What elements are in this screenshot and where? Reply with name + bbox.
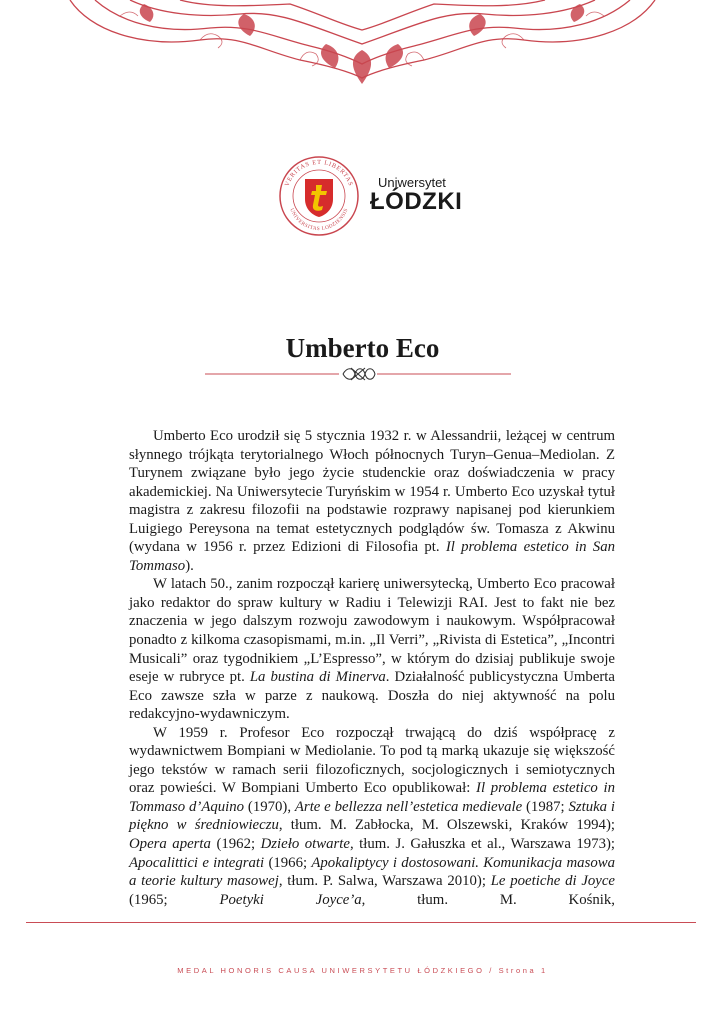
italic-title: Il problema estetico in Tommaso d’Aquino (129, 780, 615, 815)
italic-title: Dzieło otwarte (260, 836, 350, 853)
italic-title: Il problema estetico in San Tommaso (129, 539, 615, 574)
text-run: , tłum. M. Zabłocka, M. Olszewski, Kraków 1994); (278, 817, 615, 834)
university-seal-icon (278, 155, 360, 237)
italic-title: Apokaliptycy i dostosowani. Komunikacja masowa a teorie kultury masowej (129, 854, 615, 890)
university-name-line2: ŁÓDZKI (370, 188, 463, 215)
text-run: (1966; (264, 854, 312, 871)
text-run: ). (185, 557, 194, 574)
seal-motto-bottom: UNIVERSITAS LODZIENSIS (288, 207, 350, 233)
university-logo (278, 155, 463, 240)
ornamental-divider-icon (205, 362, 511, 386)
body-paragraph (129, 724, 615, 909)
text-run: (1987; (522, 798, 569, 815)
italic-title: Opera aperta (129, 836, 211, 853)
document-body (129, 427, 615, 909)
seal-motto-top: VERITAS ET LIBERTAS (283, 158, 355, 188)
italic-title: Poetyki Joyce’a (219, 891, 362, 908)
italic-title: Apocalittici e integrati (129, 854, 265, 871)
body-paragraph (129, 427, 615, 575)
text-run: (1970), (244, 798, 295, 815)
page-footer: MEDAL HONORIS CAUSA UNIWERSYTETU ŁÓDZKIEGO / Strona 1 (177, 966, 548, 975)
text-run: (1965; (129, 891, 220, 908)
text-run: , tłum. P. Salwa, Warszawa 2010); (278, 873, 491, 890)
body-paragraph (129, 575, 615, 723)
text-run: , tłum. J. Gałuszka et al., Warszawa 1973); (349, 836, 616, 853)
italic-title: Sztuka i piękno w średniowieczu (129, 798, 616, 834)
text-run: (1962; (210, 836, 261, 853)
university-name-line1: Uniwersytet (378, 175, 446, 190)
italic-title: Arte e bellezza nell’estetica medievale (294, 798, 523, 815)
text-run: , tłum. M. Kośnik, (361, 891, 615, 908)
italic-title: La bustina di Minerva (249, 669, 386, 686)
text-run: W 1959 r. Profesor Eco rozpoczął trwającą do dziś współpracę z wydawnictwem Bompiani w Mediolanie. To pod tą marką ukazuje się większość jego tekstów w ramach serii filozoficznych, socjologicznych i semiotycznych oraz powieści. W Bompiani Umberto Eco opublikował: (129, 724, 615, 797)
text-run: Umberto Eco urodził się 5 stycznia 1932 r. w Alessandrii, leżącej w centrum słynnego trójkąta terytorialnego Włoch północnych Turyn–Genua–Mediolan. Z Turynem związane było jego życie studenckie oraz doświadczenia w pracy akademickiej. Na Uniwersytecie Turyńskim w 1954 r. Umberto Eco uzyskał tytuł magistra z zakresu filozofii na podstawie rozprawy napisanej pod kierunkiem Luigiego Pereysona na temat estetycznych podglądów św. Tomasza z Akwinu (wydana w 1956 r. przez Edizioni di Filosofia pt. (129, 428, 615, 556)
italic-title: Le poetiche di Joyce (490, 873, 615, 890)
text-run: . Działalność publicystyczna Umberta Eco zawsze szła w parze z naukową. Doszła do niej aktywność na polu redakcyjno-wydawniczym. (129, 669, 615, 723)
footer-divider (26, 922, 696, 923)
top-floral-ornament (0, 0, 725, 90)
document-title: Umberto Eco (285, 333, 440, 364)
text-run: W latach 50., zanim rozpoczął karierę uniwersytecką, Umberto Eco pracował jako redaktor do spraw kultury w Radiu i Telewizji RAI. Jest to fakt nie bez znaczenia w jego dalszym rozwoju zawodowym i naukowym. Współpracował ponadto z kilkoma czasopismami, m.in. „Il Verri”, „Rivista di Estetica”, „Incontri Musicali” oraz tygodnikiem „L’Espresso”, w którym do dzisiaj publikuje swoje eseje w rubryce pt. (129, 576, 615, 686)
